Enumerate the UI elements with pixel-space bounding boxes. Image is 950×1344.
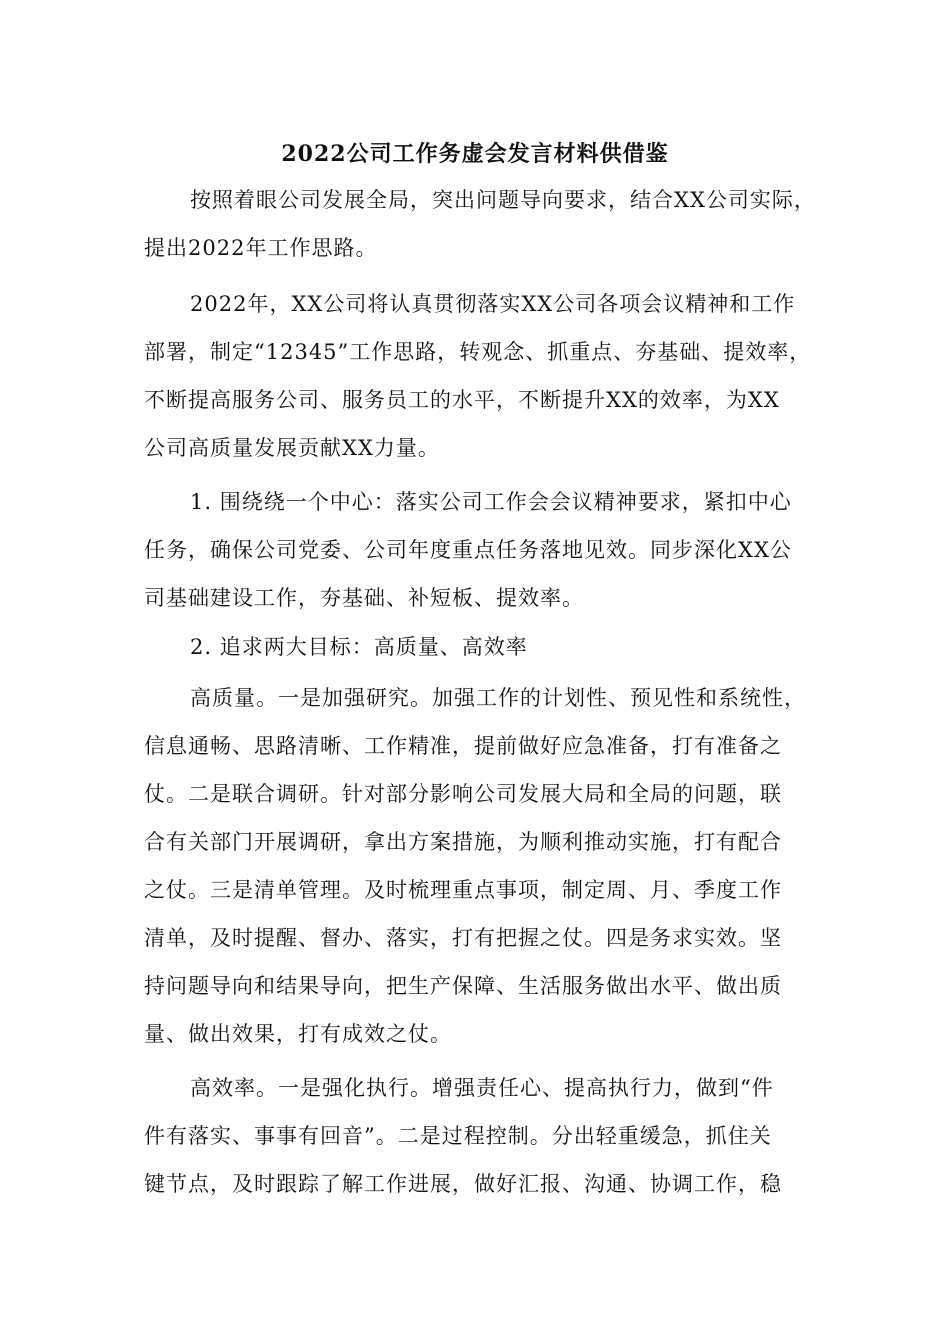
- document-title: 2022公司工作务虚会发言材料供借鉴: [281, 141, 669, 167]
- paragraph-line: 仗。二是联合调研。针对部分影响公司发展大局和全局的问题，联: [144, 782, 782, 806]
- paragraph-line: 任务，确保公司党委、公司年度重点任务落地见效。同步深化XX公: [144, 538, 792, 562]
- paragraph-line: 2022年，XX公司将认真贯彻落实XX公司各项会议精神和工作: [190, 292, 796, 316]
- paragraph-line: 件有落实、事事有回音”。二是过程控制。分出轻重缓急，抓住关: [144, 1124, 772, 1148]
- paragraph-line: 清单，及时提醒、督办、落实，打有把握之仗。四是务求实效。坚: [144, 926, 782, 950]
- paragraph-line: 按照着眼公司发展全局，突出问题导向要求，结合XX公司实际，: [190, 188, 816, 212]
- paragraph-line: 提出2022年工作思路。: [144, 236, 378, 260]
- paragraph-line: 之仗。三是清单管理。及时梳理重点事项，制定周、月、季度工作: [144, 878, 782, 902]
- paragraph-line: 公司高质量发展贡献XX力量。: [144, 436, 440, 460]
- paragraph-line: 合有关部门开展调研，拿出方案措施，为顺利推动实施，打有配合: [144, 830, 782, 854]
- paragraph-line: 1. 围绕绕一个中心：落实公司工作会会议精神要求，紧扣中心: [190, 490, 792, 514]
- paragraph-line: 部署，制定“12345”工作思路，转观念、抓重点、夯基础、提效率，: [144, 340, 812, 364]
- paragraph-line: 高效率。一是强化执行。增强责任心、提高执行力，做到“件: [190, 1076, 774, 1100]
- paragraph-line: 2. 追求两大目标：高质量、高效率: [190, 635, 528, 659]
- paragraph-line: 信息通畅、思路清晰、工作精准，提前做好应急准备，打有准备之: [144, 734, 782, 758]
- paragraph-line: 持问题导向和结果导向，把生产保障、生活服务做出水平、做出质: [144, 974, 782, 998]
- paragraph-line: 不断提高服务公司、服务员工的水平，不断提升XX的效率，为XX: [144, 388, 780, 412]
- paragraph-line: 键节点，及时跟踪了解工作进展，做好汇报、沟通、协调工作，稳: [144, 1172, 782, 1196]
- paragraph-line: 高质量。一是加强研究。加强工作的计划性、预见性和系统性，: [190, 686, 806, 710]
- paragraph-line: 司基础建设工作，夯基础、补短板、提效率。: [144, 586, 584, 610]
- paragraph-line: 量、做出效果，打有成效之仗。: [144, 1022, 452, 1046]
